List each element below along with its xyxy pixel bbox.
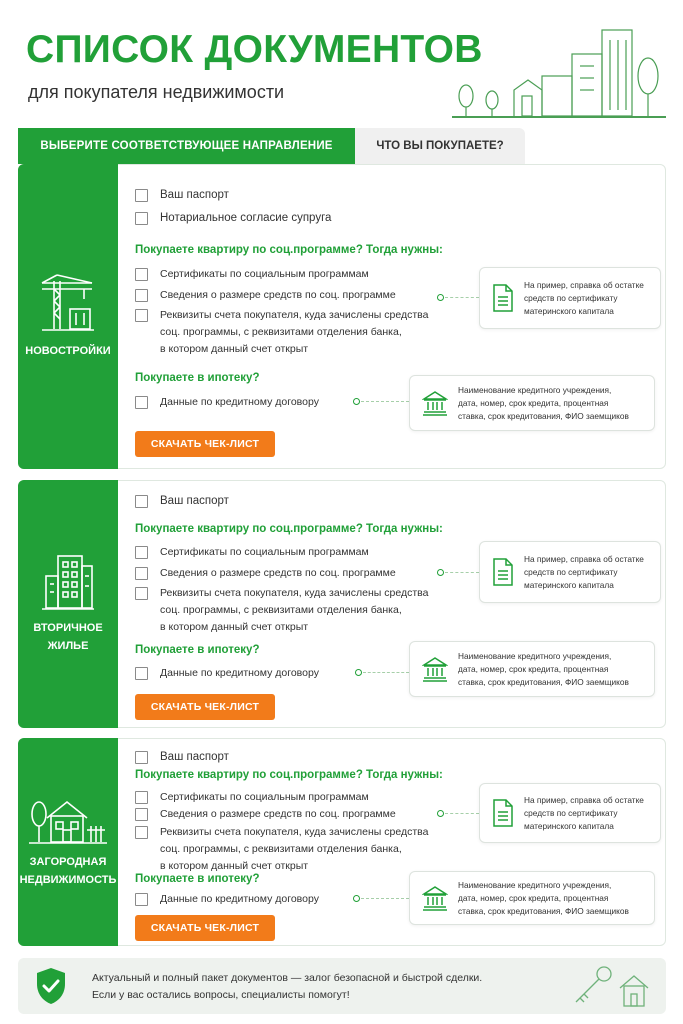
mortgage-note-card: Наименование кредитного учреждения, дата, номер, срок кредита, процентная ставка, срок кредитования, ФИО заемщиков	[409, 375, 655, 431]
checkbox[interactable]	[135, 587, 148, 600]
checkbox[interactable]	[135, 667, 148, 680]
connector-dot	[353, 895, 360, 902]
social-note-card: На пример, справка об остатке средств по сертификату материнского капитала	[479, 541, 661, 603]
connector-line	[361, 401, 409, 402]
connector-dot	[353, 398, 360, 405]
footer-text: Актуальный и полный пакет документов — залог безопасной и быстрой сделки. Если у вас остались вопросы, специалисты помогут!	[92, 972, 483, 1001]
bank-icon	[422, 656, 448, 682]
section-country-property	[18, 738, 666, 946]
connector-line	[445, 813, 479, 814]
bank-icon	[422, 885, 448, 911]
section-body	[135, 481, 665, 727]
section-body	[135, 739, 665, 945]
section-side-new	[18, 164, 118, 469]
checklist-item[interactable]: Реквизиты счета покупателя, куда зачислены средства соц. программы, с реквизитами отделения банка, в котором данный счет открыт	[135, 307, 428, 358]
tab-what-buying[interactable]: ЧТО ВЫ ПОКУПАЕТЕ?	[355, 128, 525, 164]
checklist-item[interactable]: Сертификаты по социальным программам	[135, 789, 369, 806]
bank-icon	[422, 390, 448, 416]
document-icon	[492, 798, 514, 828]
checklist-item[interactable]: Данные по кредитному договору	[135, 665, 319, 682]
download-checklist-button[interactable]: СКАЧАТЬ ЧЕК-ЛИСТ	[135, 694, 275, 720]
section-label: ЗАГОРОДНАЯ НЕДВИЖИМОСТЬ	[19, 856, 117, 886]
section-side-secondary	[18, 480, 118, 728]
connector-line	[361, 898, 409, 899]
checklist-item[interactable]: Сертификаты по социальным программам	[135, 266, 369, 283]
checklist-item[interactable]: Нотариальное согласие супруга	[135, 210, 331, 227]
crane-icon	[40, 273, 96, 333]
checklist-item[interactable]: Ваш паспорт	[135, 187, 229, 204]
city-illustration-icon	[452, 26, 666, 120]
connector-dot	[437, 810, 444, 817]
document-icon	[492, 283, 514, 313]
checkbox[interactable]	[135, 396, 148, 409]
section-new-buildings	[18, 164, 666, 469]
checkbox[interactable]	[135, 268, 148, 281]
connector-dot	[437, 569, 444, 576]
checkbox[interactable]	[135, 808, 148, 821]
checklist-item[interactable]: Сведения о размере средств по соц. программе	[135, 565, 396, 582]
checklist-item[interactable]: Реквизиты счета покупателя, куда зачислены средства соц. программы, с реквизитами отделения банка, в котором данный счет открыт	[135, 824, 428, 875]
page-title: СПИСОК ДОКУМЕНТОВ	[26, 28, 483, 71]
connector-line	[445, 297, 479, 298]
download-checklist-button[interactable]: СКАЧАТЬ ЧЕК-ЛИСТ	[135, 431, 275, 457]
download-checklist-button[interactable]: СКАЧАТЬ ЧЕК-ЛИСТ	[135, 915, 275, 941]
page-subtitle: для покупателя недвижимости	[28, 82, 285, 102]
mortgage-question: Покупаете в ипотеку?	[135, 644, 260, 656]
section-side-country	[18, 738, 118, 946]
checkbox[interactable]	[135, 826, 148, 839]
keys-house-icon	[570, 962, 654, 1010]
connector-dot	[355, 669, 362, 676]
checklist-item[interactable]: Сертификаты по социальным программам	[135, 544, 369, 561]
mortgage-note-card: Наименование кредитного учреждения, дата, номер, срок кредита, процентная ставка, срок кредитования, ФИО заемщиков	[409, 871, 655, 925]
checkbox[interactable]	[135, 567, 148, 580]
social-note-card: На пример, справка об остатке средств по сертификату материнского капитала	[479, 783, 661, 843]
checklist-item[interactable]: Реквизиты счета покупателя, куда зачислены средства соц. программы, с реквизитами отделения банка, в котором данный счет открыт	[135, 585, 428, 636]
section-secondary-housing	[18, 480, 666, 728]
checklist-item[interactable]: Сведения о размере средств по соц. программе	[135, 287, 396, 304]
connector-line	[445, 572, 479, 573]
checklist-item[interactable]: Сведения о размере средств по соц. программе	[135, 806, 396, 823]
social-note-card: На пример, справка об остатке средств по сертификату материнского капитала	[479, 267, 661, 329]
section-label: ВТОРИЧНОЕ ЖИЛЬЕ	[33, 622, 103, 652]
connector-line	[363, 672, 409, 673]
checkbox[interactable]	[135, 289, 148, 302]
checkbox[interactable]	[135, 751, 148, 764]
checkbox[interactable]	[135, 309, 148, 322]
tab-choose-direction[interactable]: ВЫБЕРИТЕ СООТВЕТСТВУЮЩЕЕ НАПРАВЛЕНИЕ	[18, 128, 355, 164]
checklist-item[interactable]: Ваш паспорт	[135, 749, 229, 766]
checklist-item[interactable]: Данные по кредитному договору	[135, 394, 319, 411]
social-program-question: Покупаете квартиру по соц.программе? Тогда нужны:	[135, 523, 443, 535]
connector-dot	[437, 294, 444, 301]
checkbox[interactable]	[135, 212, 148, 225]
checkbox[interactable]	[135, 495, 148, 508]
mortgage-note-card: Наименование кредитного учреждения, дата, номер, срок кредита, процентная ставка, срок кредитования, ФИО заемщиков	[409, 641, 655, 697]
section-body	[135, 165, 665, 468]
checklist-item[interactable]: Ваш паспорт	[135, 493, 229, 510]
shield-check-icon	[34, 966, 68, 1006]
apartment-building-icon	[40, 552, 96, 610]
checkbox[interactable]	[135, 546, 148, 559]
footer-banner	[18, 958, 666, 1014]
section-label: НОВОСТРОЙКИ	[25, 344, 111, 357]
social-program-question: Покупаете квартиру по соц.программе? Тогда нужны:	[135, 769, 443, 781]
checklist-item[interactable]: Данные по кредитному договору	[135, 891, 319, 908]
document-icon	[492, 557, 514, 587]
mortgage-question: Покупаете в ипотеку?	[135, 372, 260, 384]
social-program-question: Покупаете квартиру по соц.программе? Тогда нужны:	[135, 244, 443, 256]
checkbox[interactable]	[135, 791, 148, 804]
checkbox[interactable]	[135, 189, 148, 202]
checkbox[interactable]	[135, 893, 148, 906]
country-house-icon	[29, 794, 107, 844]
mortgage-question: Покупаете в ипотеку?	[135, 873, 260, 885]
